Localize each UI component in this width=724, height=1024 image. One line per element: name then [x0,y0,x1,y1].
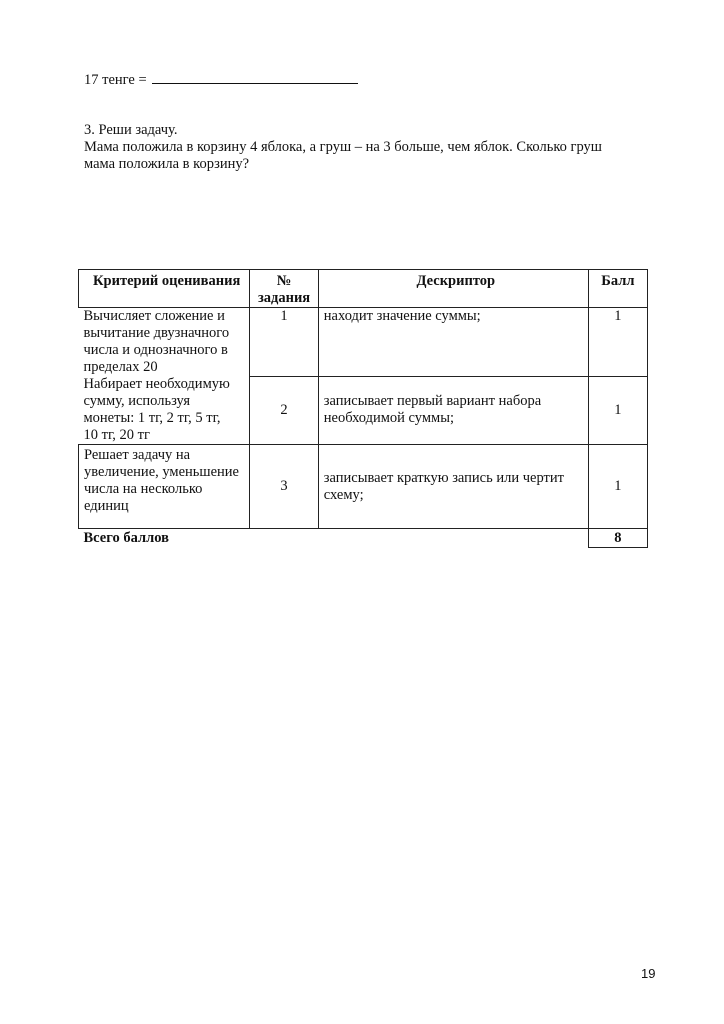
criterion-line: пределах 20 [83,359,158,375]
criterion-cell [79,445,250,529]
criterion-line: увеличение, уменьшение [84,464,239,480]
header-score: Балл [588,270,647,308]
criterion-line: 10 тг, 20 тг [83,427,150,443]
task-number-cell: 2 [250,376,318,445]
criterion-cell [79,376,250,445]
page-number: 19 [641,966,656,981]
descriptor-line: необходимой суммы; [323,410,454,427]
descriptor-cell [318,308,588,377]
score-cell: 1 [588,308,647,377]
task-heading: 3. Реши задачу. [84,122,178,138]
answer-prefix: 17 тенге = [84,72,147,88]
score-cell: 1 [588,445,647,529]
total-score: 8 [588,529,647,548]
total-label: Всего баллов [83,530,169,546]
descriptor-cell [318,376,588,445]
score-cell: 1 [588,376,647,445]
table-row [79,308,648,377]
criterion-line: вычитание двузначного [83,325,230,341]
criterion-line: числа на несколько [84,481,203,497]
criterion-line: числа и однозначного в [83,342,228,358]
criterion-line: сумму, используя [83,393,191,409]
descriptor-line: записывает первый вариант набора [323,393,542,410]
task-number-cell: 3 [250,445,318,529]
criterion-line: Решает задачу на [84,447,191,463]
answer-line [84,70,358,89]
table-header-row [79,270,648,308]
descriptor-cell [318,445,588,529]
criterion-line: Набирает необходимую [83,376,230,392]
criterion-line: монеты: 1 тг, 2 тг, 5 тг, [83,410,221,426]
criterion-line: Вычисляет сложение и [83,308,225,324]
header-task-number [250,270,318,308]
criterion-line: единиц [84,498,129,514]
assessment-table [78,269,648,548]
header-num-symbol: № [276,273,292,289]
descriptor-line: находит значение суммы; [323,308,481,324]
table-row [79,445,648,529]
total-row [79,529,648,548]
task-text-line-2: мама положила в корзину? [84,156,250,172]
answer-blank[interactable] [152,70,358,84]
descriptor-line: схему; [323,486,364,503]
header-num-word: задания [257,290,311,306]
task-number-cell: 1 [250,308,318,377]
criterion-cell [79,308,250,377]
table-row [79,376,648,445]
header-descriptor: Дескриптор [318,270,588,308]
descriptor-line: записывает краткую запись или чертит [323,469,564,486]
task-text-line-1: Мама положила в корзину 4 яблока, а груш – на 3 больше, чем яблок. Сколько груш [84,139,602,155]
header-criterion: Критерий оценивания [79,270,250,308]
